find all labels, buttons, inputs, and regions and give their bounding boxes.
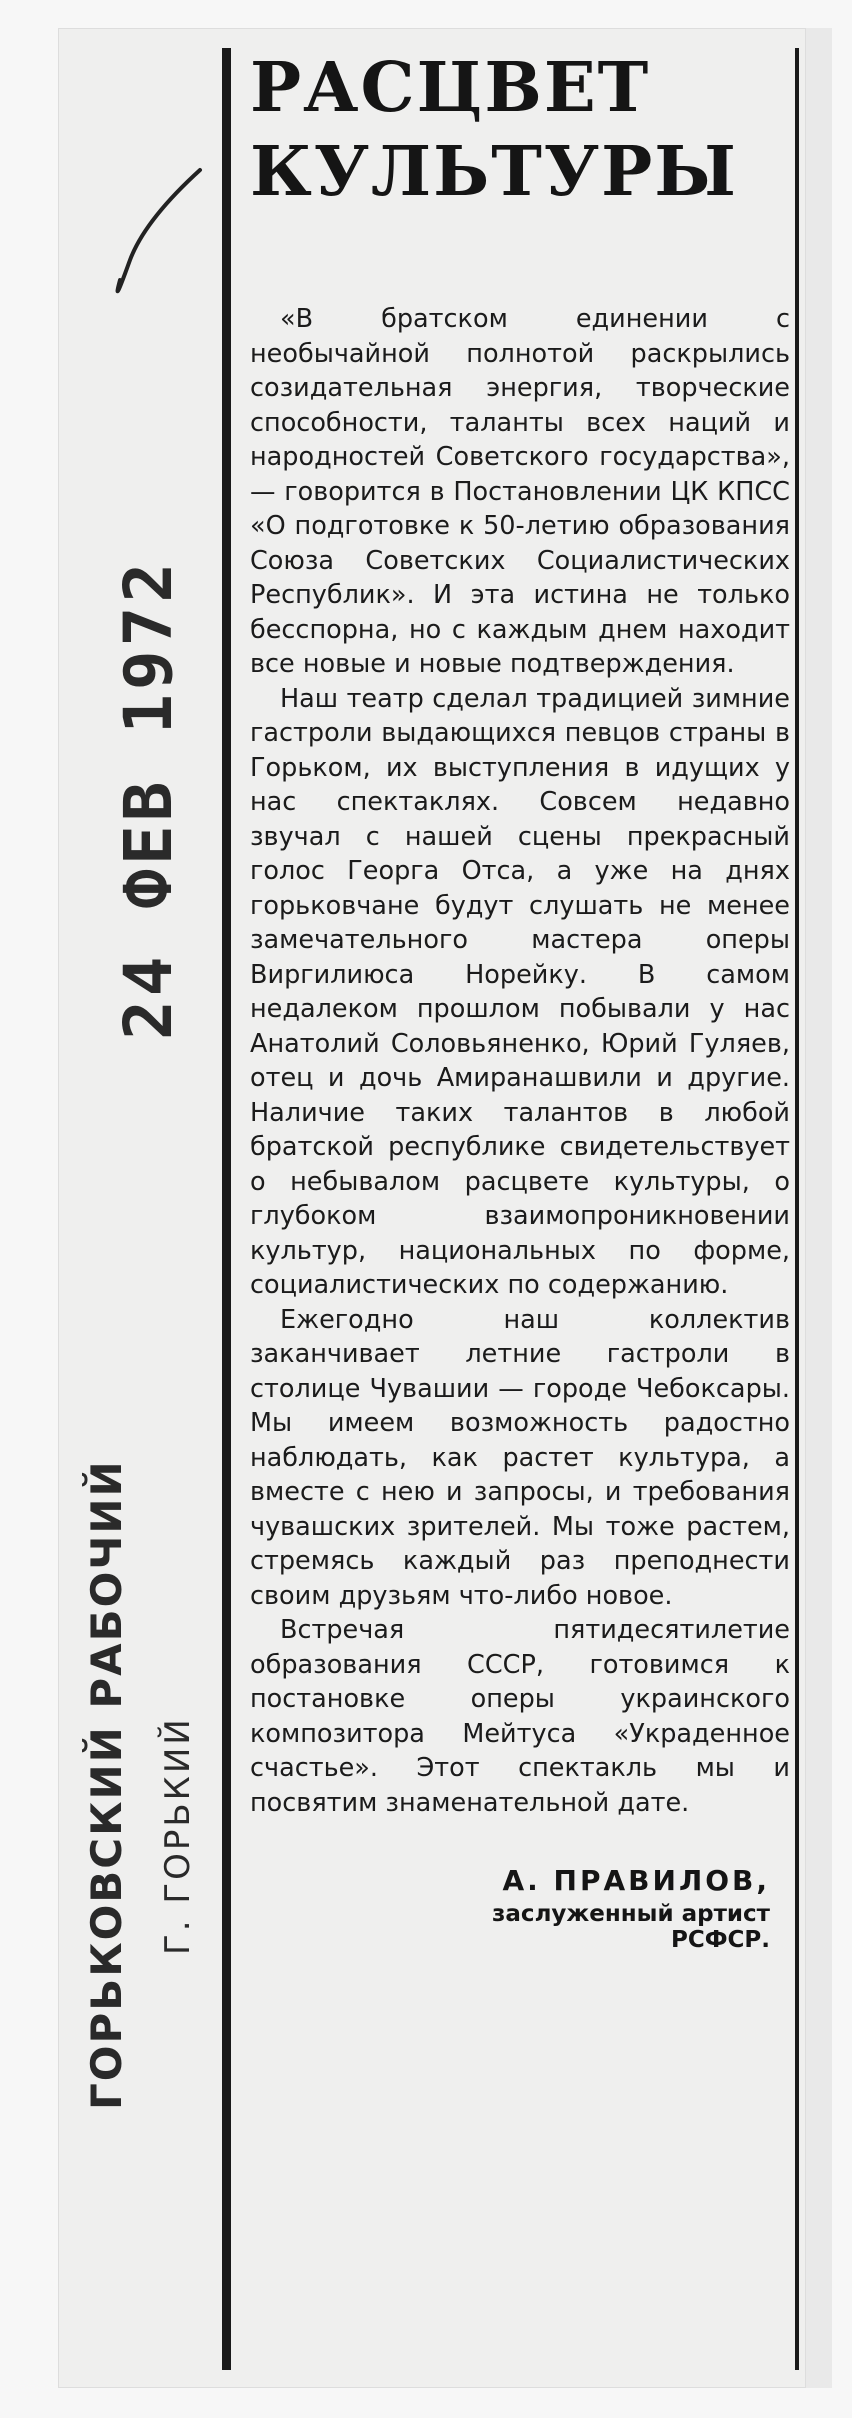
newspaper-name-stamp: ГОРЬКОВСКИЙ РАБОЧИЙ — [82, 1459, 131, 2110]
date-stamp: 24 ФЕВ 1972 — [110, 558, 187, 1040]
article — [250, 46, 790, 1953]
article-body — [250, 302, 790, 1820]
paragraph: Встречая пятидесятилетие образования СССР, готовимся к постановке оперы украинского композитора Мейтуса «Украденное счастье». Этот спектакль мы и посвятим знаменательной дате. — [250, 1615, 790, 1818]
headline — [250, 46, 790, 214]
clipping-edge — [806, 28, 832, 2388]
column-rule-right — [795, 48, 799, 2370]
signature — [250, 1864, 790, 1953]
headline-line-2: КУЛЬТУРЫ — [250, 132, 738, 212]
column-rule-left — [222, 48, 231, 2370]
pencil-checkmark-icon — [90, 160, 210, 320]
paragraph: «В братском единении с необычайной полнотой раскрылись созидательная энергия, творческие способности, таланты всех наций и народностей Советского государства», — говорится в Постановлении ЦК КПСС «О подготовке к 50-летию образования Союза Советских Социалистических Республик». И эта истина не только бесспорна, но с каждым днем находит все новые и новые подтверждения. — [250, 304, 790, 679]
paragraph: Ежегодно наш коллектив заканчивает летние гастроли в столице Чувашии — городе Чебоксары. Мы имеем возможность радостно наблюдать, как растет культура, а вместе с нею и запросы, и требования чувашских зрителей. Мы тоже растем, стремясь каждый раз преподнести своим друзьям что-либо новое. — [250, 1304, 790, 1611]
paragraph: Наш театр сделал традицией зимние гастроли выдающихся певцов страны в Горьком, их выступления в идущих у нас спектаклях. Совсем недавно звучал с нашей сцены прекрасный голос Георга Отса, а уже на днях горьковчане будут слушать не менее замечательного мастера оперы Виргилиюса Норейку. В самом недалеком прошлом побывали у нас Анатолий Соловьяненко, Юрий Гуляев, отец и дочь Амиранашвили и другие. Наличие таких талантов в любой братской республике свидетельствует о небывалом расцвете культуры, о глубоком взаимопроникновении культур, национальных по форме, социалистических по содержанию. — [250, 683, 790, 1300]
author-name: А. ПРАВИЛОВ, — [502, 1864, 770, 1897]
city-stamp: Г. ГОРЬКИЙ — [158, 1716, 198, 1955]
headline-line-1: РАСЦВЕТ — [250, 48, 651, 128]
author-title-suffix: РСФСР. — [670, 1927, 770, 1953]
author-title: заслуженный артист — [492, 1901, 770, 1927]
